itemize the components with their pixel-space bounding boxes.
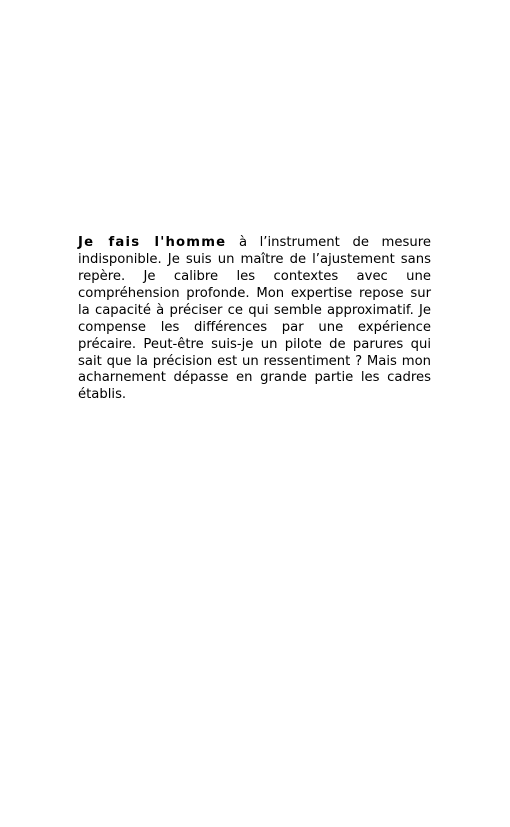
- body-paragraph: [78, 235, 431, 404]
- paragraph-lead: Je fais l'homme: [78, 235, 227, 251]
- paragraph-body: à l’instrument de mesure indisponible. Je suis un maître de l’ajustement sans repère. Je calibre les contextes avec une compréhension profonde. Mon expertise repose sur la capacité à préciser ce qui semble approximatif. Je compense les différences par une expérience précaire. Peut-être suis-je un pilote de parures qui sait que la précision est un ressentiment ? Mais mon acharnement dépasse en grande partie les cadres établis.: [78, 235, 431, 403]
